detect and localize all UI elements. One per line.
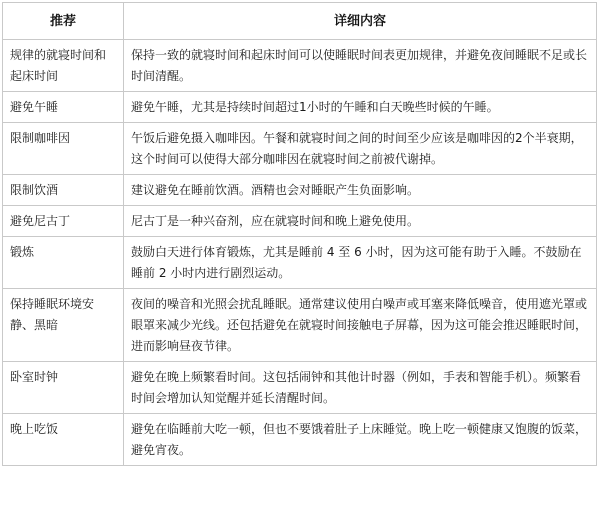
table-row (3, 40, 597, 92)
row-title: 避免尼古丁 (3, 206, 124, 237)
row-detail: 避免午睡，尤其是持续时间超过1小时的午睡和白天晚些时候的午睡。 (124, 92, 597, 123)
row-detail: 建议避免在睡前饮酒。酒精也会对睡眠产生负面影响。 (124, 175, 597, 206)
row-detail: 鼓励白天进行体育锻炼，尤其是睡前 4 至 6 小时，因为这可能有助于入睡。不鼓励在睡前 2 小时内进行剧烈运动。 (124, 237, 597, 289)
header-recommendation: 推荐 (3, 3, 124, 40)
row-title: 限制饮酒 (3, 175, 124, 206)
row-title: 规律的就寝时间和起床时间 (3, 40, 124, 92)
table-row (3, 414, 597, 466)
row-title: 锻炼 (3, 237, 124, 289)
row-title: 限制咖啡因 (3, 123, 124, 175)
table-row (3, 237, 597, 289)
table-row (3, 206, 597, 237)
row-detail: 尼古丁是一种兴奋剂，应在就寝时间和晚上避免使用。 (124, 206, 597, 237)
row-detail: 午饭后避免摄入咖啡因。午餐和就寝时间之间的时间至少应该是咖啡因的2个半衰期，这个时间可以使得大部分咖啡因在就寝时间之前被代谢掉。 (124, 123, 597, 175)
table-row (3, 289, 597, 362)
row-detail: 避免在晚上频繁看时间。这包括闹钟和其他计时器（例如，手表和智能手机）。频繁看时间会增加认知觉醒并延长清醒时间。 (124, 362, 597, 414)
table-header-row (3, 3, 597, 40)
row-title: 保持睡眠环境安静、黑暗 (3, 289, 124, 362)
row-detail: 避免在临睡前大吃一顿，但也不要饿着肚子上床睡觉。晚上吃一顿健康又饱腹的饭菜，避免宵夜。 (124, 414, 597, 466)
table-row (3, 175, 597, 206)
row-detail: 夜间的噪音和光照会扰乱睡眠。通常建议使用白噪声或耳塞来降低噪音，使用遮光罩或眼罩来减少光线。还包括避免在就寝时间接触电子屏幕，因为这可能会推迟睡眠时间，进而影响昼夜节律。 (124, 289, 597, 362)
recommendations-table (2, 2, 597, 466)
table-row (3, 362, 597, 414)
table-row (3, 123, 597, 175)
header-details: 详细内容 (124, 3, 597, 40)
row-title: 晚上吃饭 (3, 414, 124, 466)
table-row (3, 92, 597, 123)
row-title: 避免午睡 (3, 92, 124, 123)
row-detail: 保持一致的就寝时间和起床时间可以使睡眠时间表更加规律，并避免夜间睡眠不足或长时间清醒。 (124, 40, 597, 92)
row-title: 卧室时钟 (3, 362, 124, 414)
